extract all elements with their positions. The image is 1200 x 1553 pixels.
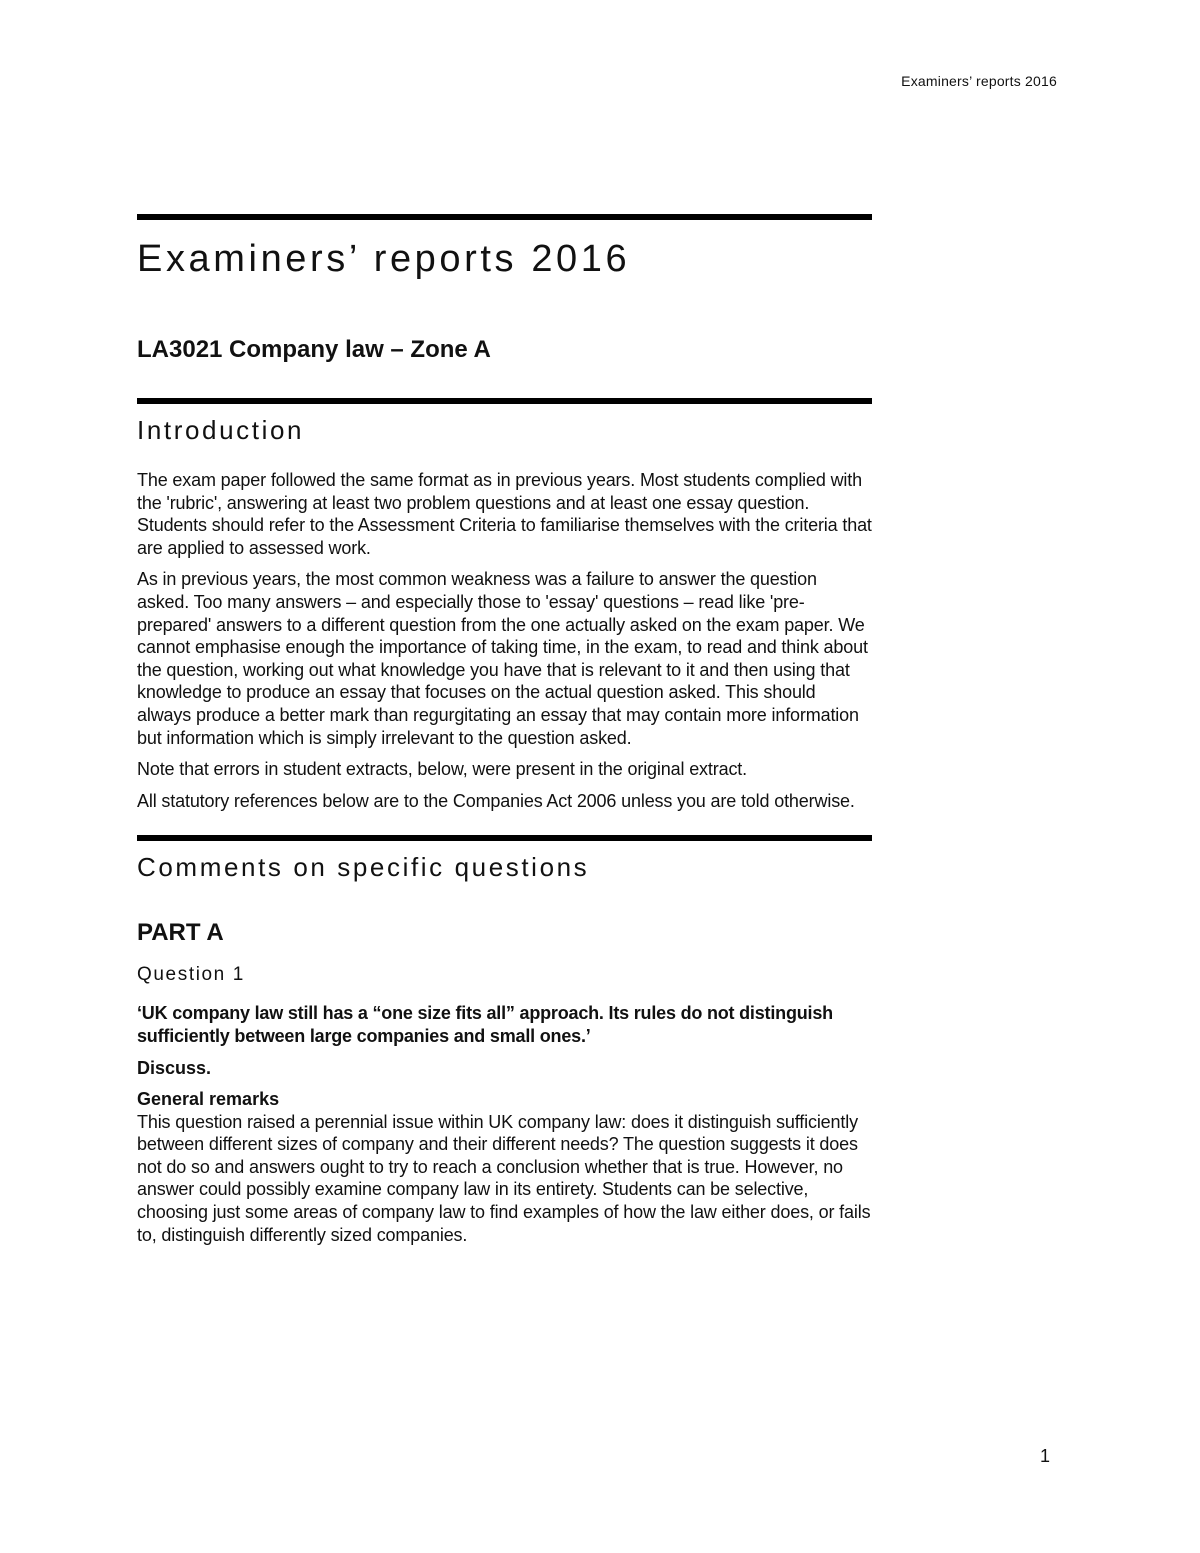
intro-paragraph: The exam paper followed the same format as in previous years. Most students complied with the 'rubric', answering at least two problem questions and at least one essay question. Students should refer to the Assessment Criteria to familiarise themselves with the criteria that are applied to assessed work. <box>137 470 872 558</box>
introduction-rule <box>137 398 872 404</box>
document-body <box>137 214 872 1246</box>
part-heading: PART A <box>137 919 224 947</box>
intro-paragraph: All statutory references below are to the Companies Act 2006 unless you are told otherwise. <box>137 790 855 811</box>
intro-paragraph: Note that errors in student extracts, below, were present in the original extract. <box>137 759 748 780</box>
running-header: Examiners’ reports 2016 <box>901 73 1057 89</box>
question-instruction: Discuss. <box>137 1057 212 1078</box>
title-rule <box>137 214 872 220</box>
page-number: 1 <box>1040 1446 1051 1466</box>
intro-paragraph: As in previous years, the most common weakness was a failure to answer the question asked. Too many answers – and especially those to 'essay' questions – read like 'pre-prepared' answers to a different question from the one actually asked on the exam paper. We cannot emphasise enough the importance of taking time, in the exam, to read and think about the question, working out what knowledge you have that is relevant to it and then using that knowledge to produce an essay that focuses on the actual question asked. This should always produce a better mark than regurgitating an essay that may contain more information but information which is simply irrelevant to the question asked. <box>137 569 868 748</box>
introduction-heading: Introduction <box>137 415 305 445</box>
question-label: Question 1 <box>137 964 245 986</box>
general-remarks-body: This question raised a perennial issue within UK company law: does it distinguish sufficiently between different sizes of company and their different needs? The question suggests it does not do so and answers ought to try to reach a conclusion whether that is true. However, no answer could possibly examine company law in its entirety. Students can be selective, choosing just some areas of company law to find examples of how the law either does, or fails to, distinguish differently sized companies. <box>137 1111 871 1245</box>
comments-rule <box>137 835 872 841</box>
question-text: ‘UK company law still has a “one size fits all” approach. Its rules do not distinguish sufficiently between large companies and small ones.’ <box>137 1003 833 1046</box>
course-subtitle: LA3021 Company law – Zone A <box>137 336 491 363</box>
comments-heading: Comments on specific questions <box>137 852 590 883</box>
document-title: Examiners’ reports 2016 <box>137 238 631 280</box>
general-remarks-heading: General remarks <box>137 1089 280 1110</box>
